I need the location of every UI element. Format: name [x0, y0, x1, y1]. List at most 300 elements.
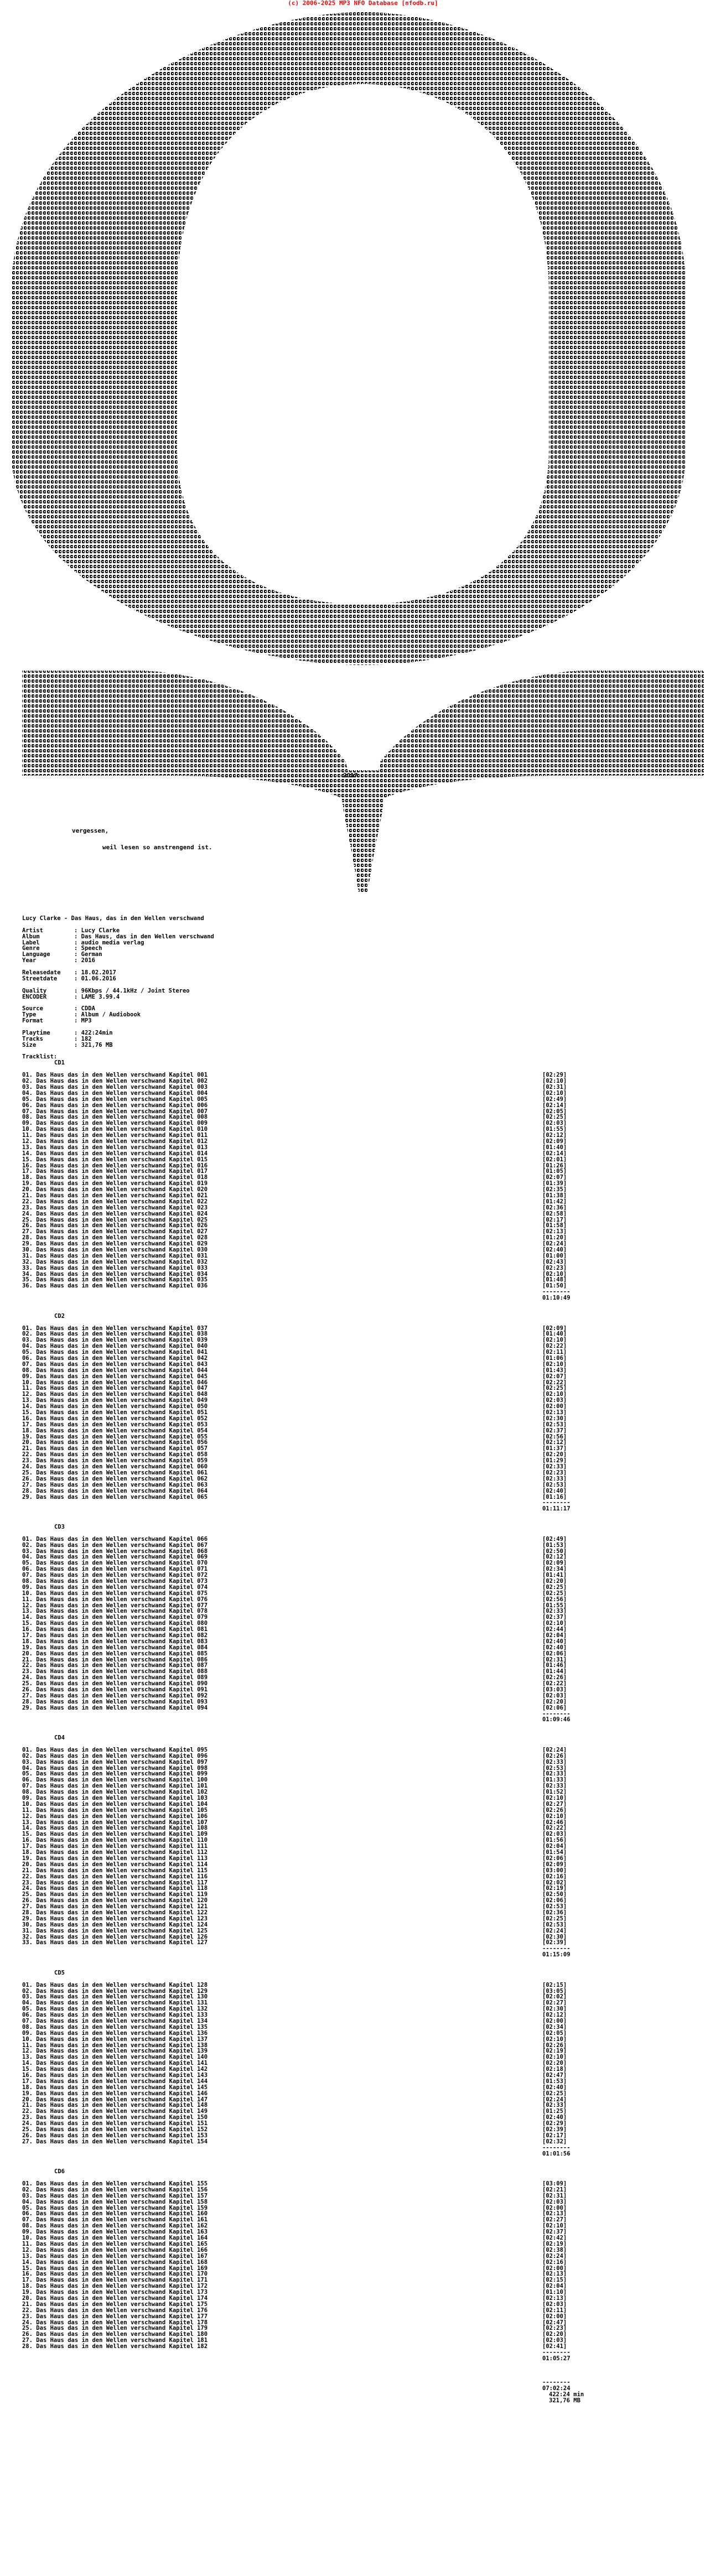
track-number: 13. — [22, 1144, 33, 1151]
track-chapter: 100 — [197, 1777, 208, 1784]
track-chapter: 017 — [197, 1168, 208, 1175]
track-prefix: Das Haus das in den Wellen verschwand Kapitel — [36, 1777, 194, 1784]
field-key: Size — [22, 1041, 37, 1048]
track-chapter: 006 — [197, 1102, 208, 1109]
track-duration: [02:33] — [542, 1783, 567, 1790]
track-duration: [01:10] — [542, 2289, 567, 2296]
track-duration: [01:25] — [542, 2108, 567, 2115]
track-number: 02. — [22, 1987, 33, 1995]
track-prefix: Das Haus das in den Wellen verschwand Kapitel — [36, 1355, 194, 1362]
field-row — [22, 1036, 708, 1042]
cd-heading: CD3 — [54, 1523, 65, 1530]
track-prefix: Das Haus das in den Wellen verschwand Kapitel — [36, 1210, 194, 1217]
track-prefix: Das Haus das in den Wellen verschwand Kapitel — [36, 1373, 194, 1380]
track-chapter: 051 — [197, 1409, 208, 1416]
track-duration: [02:10] — [542, 2035, 567, 2043]
track-chapter: 128 — [197, 1981, 208, 1988]
track-prefix: Das Haus das in den Wellen verschwand Kapitel — [36, 2294, 194, 2302]
track-prefix: Das Haus das in den Wellen verschwand Kapitel — [36, 1819, 194, 1826]
track-chapter: 170 — [197, 2271, 208, 2278]
track-number: 20. — [22, 1439, 33, 1446]
track-duration: [01:05] — [542, 1168, 567, 1175]
track-chapter: 029 — [197, 1240, 208, 1248]
track-number: 16. — [22, 1162, 33, 1169]
track-number: 22. — [22, 2307, 33, 2314]
track-duration: [02:11] — [542, 1349, 567, 1356]
track-chapter: 099 — [197, 1770, 208, 1778]
track-number: 08. — [22, 1114, 33, 1121]
track-duration: [02:40] — [542, 1638, 567, 1645]
track-prefix: Das Haus das in den Wellen verschwand Kapitel — [36, 1162, 194, 1169]
track-prefix: Das Haus das in den Wellen verschwand Kapitel — [36, 1626, 194, 1633]
nfo-info — [22, 916, 708, 2404]
track-prefix: Das Haus das in den Wellen verschwand Kapitel — [36, 2216, 194, 2224]
track-number: 24. — [22, 1463, 33, 1471]
track-prefix: Das Haus das in den Wellen verschwand Kapitel — [36, 1981, 194, 1988]
track-number: 10. — [22, 1379, 33, 1386]
track-prefix: Das Haus das in den Wellen verschwand Kapitel — [36, 2271, 194, 2278]
track-duration: [02:19] — [542, 1885, 567, 1892]
track-duration: [02:38] — [542, 2246, 567, 2253]
track-prefix: Das Haus das in den Wellen verschwand Kapitel — [36, 2006, 194, 2013]
track-chapter: 056 — [197, 1439, 208, 1446]
track-chapter: 012 — [197, 1138, 208, 1145]
track-number: 24. — [22, 1885, 33, 1892]
track-chapter: 143 — [197, 2072, 208, 2079]
track-number: 10. — [22, 1126, 33, 1133]
track-number: 26. — [22, 2132, 33, 2139]
track-chapter: 142 — [197, 2066, 208, 2073]
track-duration: [02:27] — [542, 2216, 567, 2224]
track-prefix: Das Haus das in den Wellen verschwand Kapitel — [36, 1487, 194, 1494]
track-chapter: 104 — [197, 1800, 208, 1808]
grand-divider: -------- — [542, 2379, 571, 2386]
track-number: 17. — [22, 1843, 33, 1850]
track-number: 31. — [22, 1927, 33, 1934]
track-duration: [02:23] — [542, 2325, 567, 2332]
track-number: 21. — [22, 1445, 33, 1452]
track-number: 11. — [22, 2042, 33, 2049]
track-number: 33. — [22, 1939, 33, 1946]
track-chapter: 068 — [197, 1547, 208, 1555]
track-number: 07. — [22, 2017, 33, 2024]
track-duration: [01:39] — [542, 1180, 567, 1187]
track-duration: [02:53] — [542, 1921, 567, 1928]
track-chapter: 025 — [197, 1216, 208, 1223]
field-value: : MP3 — [74, 1017, 92, 1025]
track-number: 16. — [22, 1415, 33, 1422]
track-row — [22, 2344, 708, 2350]
track-prefix: Das Haus das in den Wellen verschwand Kapitel — [36, 1614, 194, 1621]
track-duration: [02:15] — [542, 2277, 567, 2284]
track-number: 16. — [22, 2271, 33, 2278]
track-chapter: 167 — [197, 2252, 208, 2260]
track-prefix: Das Haus das in den Wellen verschwand Kapitel — [36, 2235, 194, 2242]
field-key: Genre — [22, 945, 40, 952]
track-number: 13. — [22, 1608, 33, 1615]
track-duration: [02:03] — [542, 1397, 567, 1404]
track-duration: [02:31] — [542, 2192, 567, 2199]
field-value: : 182 — [74, 1035, 92, 1042]
track-chapter: 077 — [197, 1602, 208, 1609]
track-duration: [02:29] — [542, 2120, 567, 2127]
track-prefix: Das Haus das in den Wellen verschwand Kapitel — [36, 2048, 194, 2055]
track-number: 20. — [22, 1650, 33, 1657]
track-title — [22, 1940, 208, 1946]
track-chapter: 118 — [197, 1885, 208, 1892]
track-number: 28. — [22, 2343, 33, 2350]
track-number: 31. — [22, 1252, 33, 1259]
track-chapter: 123 — [197, 1915, 208, 1922]
track-prefix: Das Haus das in den Wellen verschwand Kapitel — [36, 1367, 194, 1374]
track-chapter: 069 — [197, 1554, 208, 1561]
track-number: 24. — [22, 2319, 33, 2326]
field-key: Album — [22, 933, 40, 940]
track-number: 19. — [22, 1855, 33, 1862]
track-duration: [01:20] — [542, 1234, 567, 1242]
track-number: 19. — [22, 1433, 33, 1440]
track-chapter: 147 — [197, 2096, 208, 2103]
track-number: 12. — [22, 1602, 33, 1609]
track-number: 29. — [22, 1240, 33, 1248]
track-duration: [02:20] — [542, 1451, 567, 1458]
track-number: 28. — [22, 1487, 33, 1494]
track-prefix: Das Haus das in den Wellen verschwand Kapitel — [36, 1451, 194, 1458]
track-chapter: 115 — [197, 1867, 208, 1874]
track-number: 06. — [22, 2012, 33, 2019]
track-number: 12. — [22, 2246, 33, 2253]
track-chapter: 004 — [197, 1089, 208, 1097]
track-number: 21. — [22, 2102, 33, 2109]
field-row — [22, 1030, 708, 1036]
track-prefix: Das Haus das in den Wellen verschwand Kapitel — [36, 1409, 194, 1416]
track-number: 26. — [22, 1222, 33, 1229]
track-duration: [02:39] — [542, 2126, 567, 2133]
track-duration: [02:17] — [542, 2132, 567, 2139]
track-prefix: Das Haus das in den Wellen verschwand Kapitel — [36, 1415, 194, 1422]
track-number: 15. — [22, 2265, 33, 2272]
track-duration: [02:10] — [542, 1812, 567, 1820]
track-chapter: 082 — [197, 1632, 208, 1639]
track-duration: [01:00] — [542, 1252, 567, 1259]
track-prefix: Das Haus das in den Wellen verschwand Kapitel — [36, 1403, 194, 1410]
track-duration: [02:53] — [542, 1903, 567, 1910]
track-duration: [02:03] — [542, 2198, 567, 2205]
track-prefix: Das Haus das in den Wellen verschwand Kapitel — [36, 1216, 194, 1223]
track-duration: [02:07] — [542, 1373, 567, 1380]
track-prefix: Das Haus das in den Wellen verschwand Kapitel — [36, 2084, 194, 2091]
track-chapter: 095 — [197, 1746, 208, 1753]
track-prefix: Das Haus das in den Wellen verschwand Kapitel — [36, 2029, 194, 2037]
track-chapter: 045 — [197, 1373, 208, 1380]
track-number: 20. — [22, 2294, 33, 2302]
track-prefix: Das Haus das in den Wellen verschwand Kapitel — [36, 1276, 194, 1284]
track-chapter: 042 — [197, 1355, 208, 1362]
track-number: 16. — [22, 2072, 33, 2079]
track-number: 19. — [22, 2090, 33, 2097]
track-number: 08. — [22, 2222, 33, 2230]
track-prefix: Das Haus das in den Wellen verschwand Kapitel — [36, 2096, 194, 2103]
track-prefix: Das Haus das in den Wellen verschwand Kapitel — [36, 1746, 194, 1753]
track-chapter: 124 — [197, 1921, 208, 1928]
track-prefix: Das Haus das in den Wellen verschwand Kapitel — [36, 1198, 194, 1205]
track-prefix: Das Haus das in den Wellen verschwand Kapitel — [36, 1590, 194, 1597]
track-prefix: Das Haus das in den Wellen verschwand Kapitel — [36, 1078, 194, 1085]
track-chapter: 021 — [197, 1192, 208, 1199]
track-chapter: 055 — [197, 1433, 208, 1440]
track-prefix: Das Haus das in den Wellen verschwand Kapitel — [36, 1867, 194, 1874]
track-number: 05. — [22, 1560, 33, 1567]
track-duration: [02:13] — [542, 2294, 567, 2302]
cd-divider: -------- — [542, 2349, 571, 2356]
track-duration: [02:31] — [542, 1656, 567, 1663]
track-prefix: Das Haus das in den Wellen verschwand Kapitel — [36, 2078, 194, 2085]
track-prefix: Das Haus das in den Wellen verschwand Kapitel — [36, 1282, 194, 1290]
track-duration: [01:40] — [542, 1144, 567, 1151]
track-number: 18. — [22, 2084, 33, 2091]
track-duration: [02:04] — [542, 1632, 567, 1639]
track-duration: [02:21] — [542, 2186, 567, 2193]
track-duration: [01:43] — [542, 1367, 567, 1374]
track-chapter: 046 — [197, 1379, 208, 1386]
track-chapter: 138 — [197, 2042, 208, 2049]
track-chapter: 089 — [197, 1674, 208, 1681]
track-duration: [02:06] — [542, 1650, 567, 1657]
track-duration: [02:04] — [542, 1843, 567, 1850]
track-number: 27. — [22, 1228, 33, 1235]
track-number: 09. — [22, 2229, 33, 2236]
track-prefix: Das Haus das in den Wellen verschwand Kapitel — [36, 1445, 194, 1452]
track-duration: [01:56] — [542, 1837, 567, 1844]
track-prefix: Das Haus das in den Wellen verschwand Kapitel — [36, 1246, 194, 1253]
field-row — [22, 946, 708, 952]
track-duration: [02:24] — [542, 2252, 567, 2260]
track-prefix: Das Haus das in den Wellen verschwand Kapitel — [36, 2229, 194, 2236]
track-prefix: Das Haus das in den Wellen verschwand Kapitel — [36, 2132, 194, 2139]
track-chapter: 107 — [197, 1819, 208, 1826]
track-number: 22. — [22, 1873, 33, 1880]
track-number: 18. — [22, 2283, 33, 2290]
track-duration: [02:43] — [542, 1258, 567, 1265]
track-number: 36. — [22, 1282, 33, 1290]
track-number: 22. — [22, 1662, 33, 1669]
track-prefix: Das Haus das in den Wellen verschwand Kapitel — [36, 1541, 194, 1549]
track-duration: [02:16] — [542, 1873, 567, 1880]
track-chapter: 126 — [197, 1933, 208, 1940]
track-duration: [01:42] — [542, 1198, 567, 1205]
track-chapter: 182 — [197, 2343, 208, 2350]
track-chapter: 085 — [197, 1650, 208, 1657]
track-number: 20. — [22, 1186, 33, 1193]
track-duration: [02:15] — [542, 1981, 567, 1988]
field-value: : 422:24min — [74, 1029, 113, 1036]
track-chapter: 176 — [197, 2307, 208, 2314]
track-number: 02. — [22, 1331, 33, 1338]
field-key: Type — [22, 1011, 37, 1019]
track-number: 02. — [22, 1541, 33, 1549]
track-duration: [02:10] — [542, 1795, 567, 1802]
field-value: : Das Haus, das in den Wellen verschwand — [74, 933, 214, 940]
track-number: 26. — [22, 1897, 33, 1904]
track-duration: [02:50] — [542, 1547, 567, 1555]
track-number: 33. — [22, 1264, 33, 1271]
track-chapter: 002 — [197, 1078, 208, 1085]
track-chapter: 081 — [197, 1626, 208, 1633]
track-prefix: Das Haus das in den Wellen verschwand Kapitel — [36, 1602, 194, 1609]
track-duration: [02:30] — [542, 2006, 567, 2013]
track-number: 04. — [22, 1089, 33, 1097]
track-number: 12. — [22, 1138, 33, 1145]
track-prefix: Das Haus das in den Wellen verschwand Kapitel — [36, 1921, 194, 1928]
track-prefix: Das Haus das in den Wellen verschwand Kapitel — [36, 1126, 194, 1133]
track-prefix: Das Haus das in den Wellen verschwand Kapitel — [36, 2060, 194, 2067]
track-duration: [02:33] — [542, 1475, 567, 1482]
track-chapter: 024 — [197, 1210, 208, 1217]
track-chapter: 050 — [197, 1403, 208, 1410]
track-number: 25. — [22, 1680, 33, 1687]
track-chapter: 112 — [197, 1849, 208, 1856]
track-number: 07. — [22, 1572, 33, 1579]
track-number: 08. — [22, 1367, 33, 1374]
field-value: : Lucy Clarke — [74, 927, 120, 934]
track-chapter: 174 — [197, 2294, 208, 2302]
track-chapter: 034 — [197, 1270, 208, 1277]
track-prefix: Das Haus das in den Wellen verschwand Kapitel — [36, 1397, 194, 1404]
track-duration: [02:46] — [542, 1819, 567, 1826]
track-chapter: 157 — [197, 2192, 208, 2199]
track-number: 02. — [22, 1078, 33, 1085]
track-prefix: Das Haus das in den Wellen verschwand Kapitel — [36, 1144, 194, 1151]
track-chapter: 127 — [197, 1939, 208, 1946]
track-duration: [02:00] — [542, 1403, 567, 1410]
grand-size: 321,76 MB — [549, 2397, 580, 2404]
track-prefix: Das Haus das in den Wellen verschwand Kapitel — [36, 2138, 194, 2145]
track-prefix: Das Haus das in den Wellen verschwand Kapitel — [36, 1089, 194, 1097]
track-duration: [02:05] — [542, 2029, 567, 2037]
track-chapter: 022 — [197, 1198, 208, 1205]
track-prefix: Das Haus das in den Wellen verschwand Kapitel — [36, 1270, 194, 1277]
track-prefix: Das Haus das in den Wellen verschwand Kapitel — [36, 1228, 194, 1235]
track-number: 11. — [22, 1596, 33, 1603]
track-number: 12. — [22, 1391, 33, 1398]
track-number: 10. — [22, 2035, 33, 2043]
track-chapter: 013 — [197, 1144, 208, 1151]
track-prefix: Das Haus das in den Wellen verschwand Kapitel — [36, 2066, 194, 2073]
track-number: 12. — [22, 1812, 33, 1820]
field-value: : LAME 3.99.4 — [74, 993, 120, 1000]
track-prefix: Das Haus das in den Wellen verschwand Kapitel — [36, 2198, 194, 2205]
track-duration: [01:55] — [542, 1126, 567, 1133]
track-duration: [02:14] — [542, 1150, 567, 1157]
track-number: 18. — [22, 1849, 33, 1856]
track-number: 01. — [22, 1072, 33, 1079]
track-chapter: 049 — [197, 1397, 208, 1404]
track-prefix: Das Haus das in den Wellen verschwand Kapitel — [36, 2090, 194, 2097]
track-duration: [02:33] — [542, 2102, 567, 2109]
track-prefix: Das Haus das in den Wellen verschwand Kapitel — [36, 2258, 194, 2266]
track-number: 32. — [22, 1933, 33, 1940]
track-duration: [02:10] — [542, 2054, 567, 2061]
track-duration: [02:03] — [542, 2300, 567, 2308]
track-chapter: 152 — [197, 2126, 208, 2133]
track-prefix: Das Haus das in den Wellen verschwand Kapitel — [36, 2180, 194, 2188]
track-number: 28. — [22, 1698, 33, 1705]
track-chapter: 071 — [197, 1566, 208, 1573]
track-number: 26. — [22, 1475, 33, 1482]
track-prefix: Das Haus das in den Wellen verschwand Kapitel — [36, 1331, 194, 1338]
track-prefix: Das Haus das in den Wellen verschwand Kapitel — [36, 2240, 194, 2247]
ascii-tail — [338, 770, 387, 892]
track-duration: [02:10] — [542, 1391, 567, 1398]
track-chapter: 098 — [197, 1764, 208, 1772]
cd-heading: CD1 — [54, 1060, 65, 1067]
track-prefix: Das Haus das in den Wellen verschwand Kapitel — [36, 1379, 194, 1386]
track-number: 04. — [22, 1764, 33, 1772]
cd-heading: CD6 — [54, 2168, 65, 2175]
track-chapter: 038 — [197, 1331, 208, 1338]
track-chapter: 163 — [197, 2229, 208, 2236]
track-number: 01. — [22, 1325, 33, 1332]
track-prefix: Das Haus das in den Wellen verschwand Kapitel — [36, 1891, 194, 1898]
track-number: 11. — [22, 1806, 33, 1814]
track-prefix: Das Haus das in den Wellen verschwand Kapitel — [36, 1837, 194, 1844]
track-prefix: Das Haus das in den Wellen verschwand Kapitel — [36, 1439, 194, 1446]
track-duration: [02:22] — [542, 1343, 567, 1350]
track-chapter: 062 — [197, 1475, 208, 1482]
track-duration: [01:06] — [542, 1355, 567, 1362]
ascii-year-tag: 2017 — [343, 772, 358, 779]
track-chapter: 158 — [197, 2198, 208, 2205]
track-number: 28. — [22, 1909, 33, 1916]
track-duration: [02:40] — [542, 2084, 567, 2091]
track-chapter: 039 — [197, 1337, 208, 1344]
track-chapter: 058 — [197, 1451, 208, 1458]
track-prefix: Das Haus das in den Wellen verschwand Kapitel — [36, 1909, 194, 1916]
track-chapter: 066 — [197, 1535, 208, 1543]
track-chapter: 166 — [197, 2246, 208, 2253]
track-chapter: 122 — [197, 1909, 208, 1916]
track-chapter: 181 — [197, 2337, 208, 2344]
track-prefix: Das Haus das in den Wellen verschwand Kapitel — [36, 2054, 194, 2061]
track-prefix: Das Haus das in den Wellen verschwand Kapitel — [36, 1674, 194, 1681]
track-duration: [02:25] — [542, 1590, 567, 1597]
ascii-wing-right — [372, 671, 704, 803]
track-prefix: Das Haus das in den Wellen verschwand Kapitel — [36, 1927, 194, 1934]
track-duration: [02:10] — [542, 1078, 567, 1085]
track-prefix: Das Haus das in den Wellen verschwand Kapitel — [36, 2042, 194, 2049]
track-duration: [01:48] — [542, 1276, 567, 1284]
field-row — [22, 970, 708, 976]
track-chapter: 133 — [197, 2012, 208, 2019]
track-duration: [02:23] — [542, 1469, 567, 1476]
track-duration: [02:34] — [542, 2023, 567, 2030]
track-chapter: 035 — [197, 1276, 208, 1284]
track-number: 32. — [22, 1258, 33, 1265]
track-number: 10. — [22, 1590, 33, 1597]
track-prefix: Das Haus das in den Wellen verschwand Kapitel — [36, 1632, 194, 1639]
track-duration: [02:25] — [542, 1114, 567, 1121]
track-duration: [02:16] — [542, 2258, 567, 2266]
track-number: 27. — [22, 1692, 33, 1699]
field-row — [22, 958, 708, 964]
track-chapter: 084 — [197, 1644, 208, 1651]
track-duration: [02:36] — [542, 1204, 567, 1211]
track-chapter: 009 — [197, 1120, 208, 1127]
track-duration: [02:20] — [542, 1577, 567, 1585]
track-duration: [02:20] — [542, 1698, 567, 1705]
track-duration: [02:30] — [542, 1415, 567, 1422]
track-chapter: 155 — [197, 2180, 208, 2188]
